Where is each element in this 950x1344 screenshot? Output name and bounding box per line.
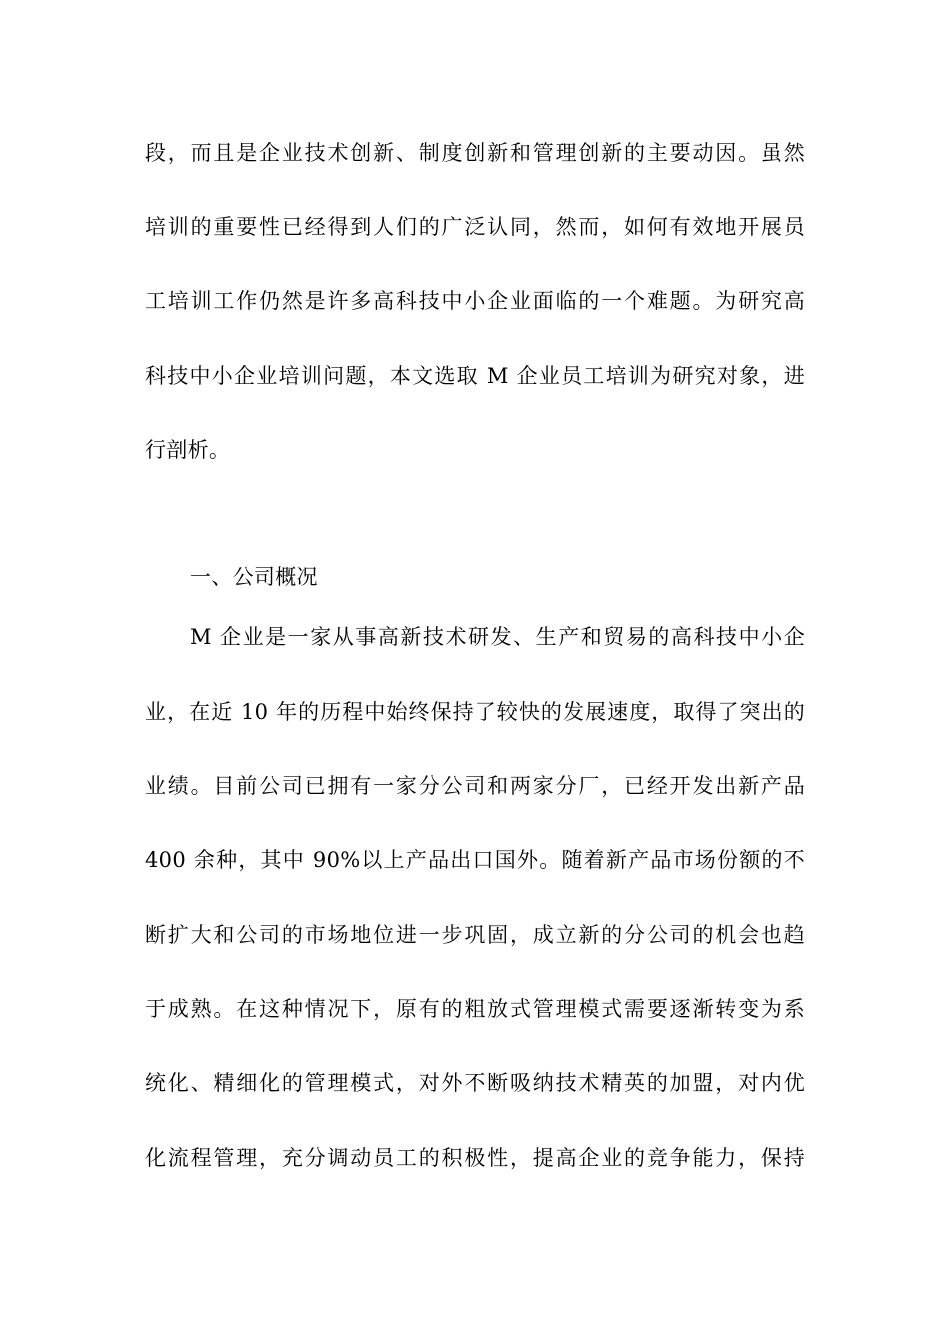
paragraph-1-line-4: 科技中小企业培训问题，本文选取 M 企业员工培训为研究对象，进 bbox=[145, 364, 805, 388]
paragraph-2-line-3: 业绩。目前公司已拥有一家分公司和两家分厂，已经开发出新产品 bbox=[145, 774, 805, 798]
paragraph-1-line-3: 工培训工作仍然是许多高科技中小企业面临的一个难题。为研究高 bbox=[145, 289, 805, 313]
paragraph-2-line-5: 断扩大和公司的市场地位进一步巩固，成立新的分公司的机会也趋 bbox=[145, 923, 805, 947]
paragraph-1-line-1: 段，而且是企业技术创新、制度创新和管理创新的主要动因。虽然 bbox=[145, 141, 805, 165]
paragraph-2-line-1: M 企业是一家从事高新技术研发、生产和贸易的高科技中小企 bbox=[190, 625, 805, 649]
paragraph-1-line-5: 行剖析。 bbox=[145, 438, 231, 462]
paragraph-2-line-2: 业，在近 10 年的历程中始终保持了较快的发展速度，取得了突出的 bbox=[145, 700, 805, 724]
paragraph-2-line-7: 统化、精细化的管理模式，对外不断吸纳技术精英的加盟，对内优 bbox=[145, 1071, 805, 1095]
paragraph-1-line-2: 培训的重要性已经得到人们的广泛认同，然而，如何有效地开展员 bbox=[145, 215, 805, 239]
section-heading: 一、公司概况 bbox=[190, 565, 318, 589]
paragraph-2-line-4: 400 余种，其中 90%以上产品出口国外。随着新产品市场份额的不 bbox=[145, 848, 805, 872]
paragraph-2-line-8: 化流程管理，充分调动员工的积极性，提高企业的竞争能力，保持 bbox=[145, 1146, 805, 1170]
paragraph-2-line-6: 于成熟。在这种情况下，原有的粗放式管理模式需要逐渐转变为系 bbox=[145, 997, 805, 1021]
